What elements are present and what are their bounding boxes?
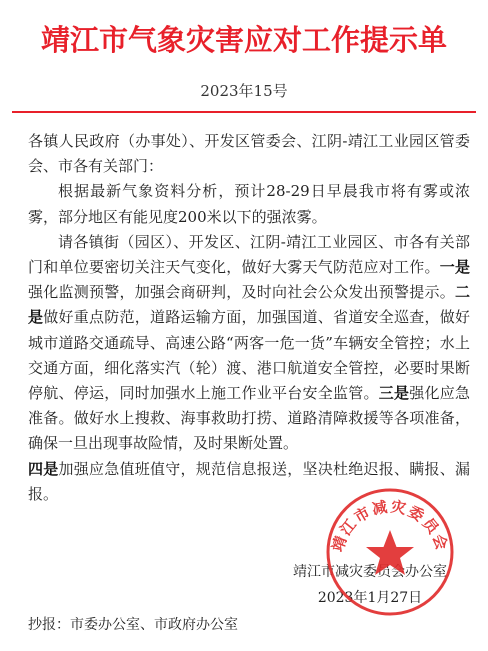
item-3-label: 三是 xyxy=(378,384,410,403)
item-3-text: 强化应急准备。做好水上搜救、海事救助打捞、道路清障救援等各项准备，确保一旦出现事故险情，及时果断处置。 xyxy=(28,384,470,453)
item-2-text: 做好重点防范，道路运输方面，加强国道、省道安全巡查，做好城市道路交通疏导、高速公路“两客一危一货”车辆安全管控；水上交通方面，细化落实汽（轮）渡、港口航道安全管控，必要时果断停航、停运，同时加强水上施工作业平台安全监管。 xyxy=(28,308,470,403)
item-4-text: 加强应急值班值守，规范信息报送，坚决杜绝迟报、瞒报、漏报。 xyxy=(28,459,470,503)
paragraph-forecast: 根据最新气象资料分析，预计28-29日早晨我市将有雾或浓雾，部分地区有能见度200米以下的强浓雾。 xyxy=(28,182,470,226)
item-1-text: 强化监测预警，加强会商研判，及时向社会公众发出预警提示。 xyxy=(28,283,455,302)
addressee: 各镇人民政府（办事处）、开发区管委会、江阴-靖江工业园区管委会、市各有关部门： xyxy=(28,132,470,176)
document-title: 靖江市气象灾害应对工作提示单 xyxy=(40,23,447,57)
red-divider xyxy=(12,111,476,113)
item-4-label: 四是 xyxy=(28,459,59,478)
official-seal-icon xyxy=(320,482,460,622)
signature-org: 靖江市减灾委员会办公室 xyxy=(293,564,447,580)
signature-date: 2023年1月27日 xyxy=(317,590,423,606)
document-body xyxy=(28,129,470,507)
item-1-label: 一是 xyxy=(439,258,470,277)
seal-text: 靖江市减灾委员会 xyxy=(328,497,452,554)
cc-line: 抄报：市委办公室、市政府办公室 xyxy=(28,617,238,633)
issue-number: 2023年15号 xyxy=(200,82,288,100)
paragraph-instructions xyxy=(28,230,470,457)
instructions-intro: 请各镇街（园区）、开发区、江阴-靖江工业园区、市各有关部门和单位要密切关注天气变化，做好大雾天气防范应对工作。 xyxy=(28,232,470,277)
item-2-label: 二是 xyxy=(28,283,470,327)
